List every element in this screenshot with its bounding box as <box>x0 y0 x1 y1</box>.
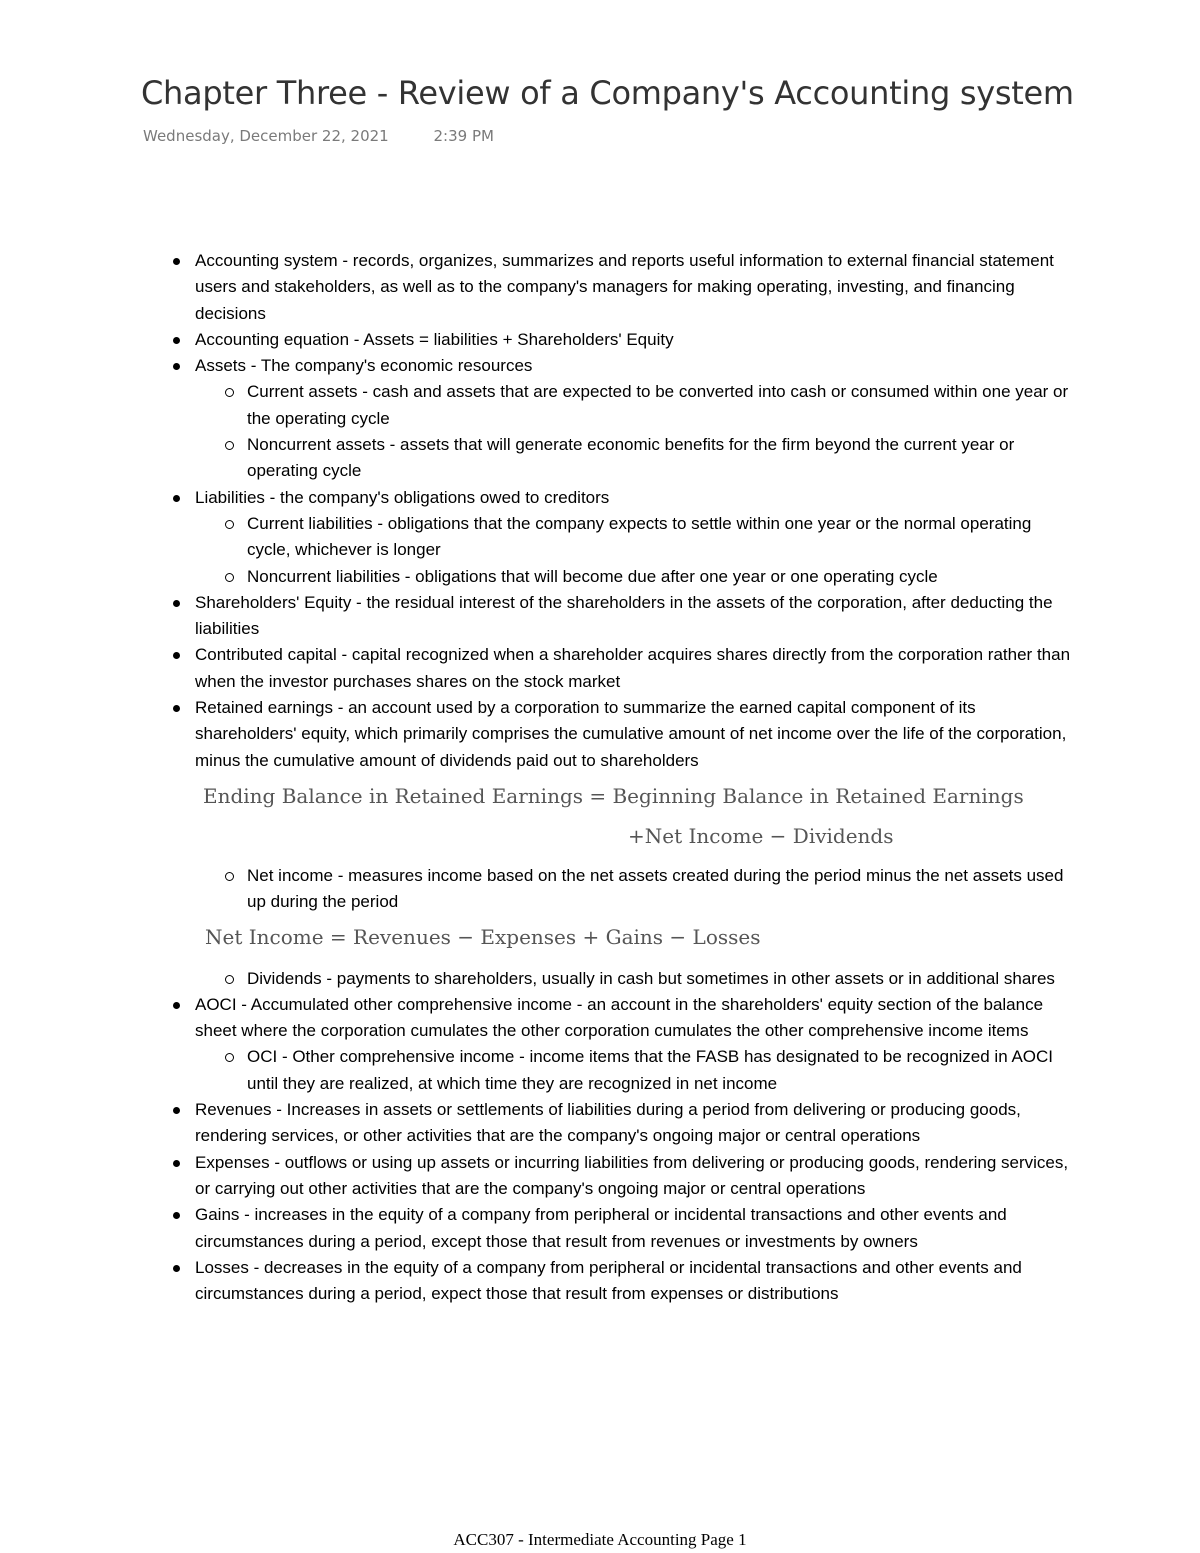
list-item-text: Accounting equation - Assets = liabilities + Shareholders' Equity <box>195 329 674 349</box>
hollow-bullet-icon <box>225 388 234 397</box>
list-item <box>195 590 1075 643</box>
page-date: Wednesday, December 22, 2021 <box>143 127 389 145</box>
list-item-text: Liabilities - the company's obligations owed to creditors <box>195 487 610 507</box>
list-item-text: Current assets - cash and assets that are expected to be converted into cash or consumed within one year or the operating cycle <box>247 382 1069 428</box>
list-item-text: Gains - increases in the equity of a company from peripheral or incidental transactions and other events and circumstances during a period, except those that result from revenues or investments by owners <box>195 1205 1007 1251</box>
list-item <box>195 1097 1075 1150</box>
filled-bullet-icon <box>173 363 180 370</box>
sub-list-item <box>247 379 1075 432</box>
list-item-text: OCI - Other comprehensive income - income items that the FASB has designated to be recognized in AOCI until they are realized, at which time they are recognized in net income <box>247 1047 1054 1093</box>
sub-list-item <box>247 966 1075 992</box>
filled-bullet-icon <box>173 1212 180 1219</box>
list-item <box>195 1255 1075 1308</box>
list-item-text: Assets - The company's economic resources <box>195 356 533 376</box>
page-title: Chapter Three - Review of a Company's Accounting system <box>141 74 1074 112</box>
list-item-text: AOCI - Accumulated other comprehensive income - an account in the shareholders' equity section of the balance sheet where the corporation cumulates the other corporation cumulates the other comprehensive income items <box>195 994 1044 1041</box>
filled-bullet-icon <box>173 1107 180 1114</box>
list-item-text: Dividends - payments to shareholders, usually in cash but sometimes in other assets or in additional shares <box>247 968 1055 988</box>
list-item-text: Retained earnings - an account used by a corporation to summarize the earned capital component of its shareholders' equity, which primarily comprises the cumulative amount of net income over the life of the corporation, minus the cumulative amount of dividends paid out to shareholders <box>195 698 1067 770</box>
list-item <box>195 695 1075 774</box>
sub-list-item <box>247 511 1075 564</box>
list-item-text: Current liabilities - obligations that the company expects to settle within one year or the normal operating cycle, whichever is longer <box>247 513 1032 560</box>
filled-bullet-icon <box>173 1002 180 1009</box>
filled-bullet-icon <box>173 337 180 344</box>
hollow-bullet-icon <box>225 573 234 582</box>
sub-list-item <box>247 432 1075 485</box>
filled-bullet-icon <box>173 495 180 502</box>
hollow-bullet-icon <box>225 441 234 450</box>
filled-bullet-icon <box>173 652 180 659</box>
page-footer: ACC307 - Intermediate Accounting Page 1 <box>453 1530 747 1549</box>
sub-list-item <box>247 1044 1075 1097</box>
list-item <box>195 1150 1075 1203</box>
list-item-text: Contributed capital - capital recognized when a shareholder acquires shares directly from the corporation rather than when the investor purchases shares on the stock market <box>195 645 1071 691</box>
list-item <box>195 992 1075 1045</box>
filled-bullet-icon <box>173 1160 180 1167</box>
list-item <box>195 485 1075 511</box>
retained-earnings-formula-line-1: Ending Balance in Retained Earnings = Beginning Balance in Retained Earnings <box>203 783 1024 808</box>
notes-list <box>195 248 1075 1307</box>
filled-bullet-icon <box>173 1265 180 1272</box>
page-time: 2:39 PM <box>433 127 494 145</box>
list-item <box>195 1202 1075 1255</box>
list-item-text: Net income - measures income based on the net assets created during the period minus the net assets used up during the period <box>247 865 1064 912</box>
filled-bullet-icon <box>173 600 180 607</box>
list-item-text: Shareholders' Equity - the residual interest of the shareholders in the assets of the corporation, after deducting the liabilities <box>195 592 1053 639</box>
list-item <box>195 642 1075 695</box>
filled-bullet-icon <box>173 258 180 265</box>
hollow-bullet-icon <box>225 872 234 881</box>
sub-list-item <box>247 863 1075 916</box>
hollow-bullet-icon <box>225 1053 234 1062</box>
hollow-bullet-icon <box>225 520 234 529</box>
page-timestamp <box>143 127 494 145</box>
retained-earnings-formula-line-2: +Net Income − Dividends <box>628 823 894 848</box>
sub-list-item <box>247 564 1075 590</box>
hollow-bullet-icon <box>225 975 234 984</box>
list-item-text: Accounting system - records, organizes, summarizes and reports useful information to external financial statement users and stakeholders, as well as to the company's managers for making operating, investing, and financing decisions <box>195 251 1054 323</box>
filled-bullet-icon <box>173 705 180 712</box>
net-income-formula: Net Income = Revenues − Expenses + Gains − Losses <box>205 924 761 949</box>
list-item-text: Expenses - outflows or using up assets or incurring liabilities from delivering or producing goods, rendering services, or carrying out other activities that are the company's ongoing major or central operations <box>195 1152 1069 1198</box>
list-item <box>195 327 1075 353</box>
list-item <box>195 353 1075 379</box>
list-item-text: Noncurrent liabilities - obligations that will become due after one year or one operating cycle <box>247 566 938 586</box>
list-item-text: Losses - decreases in the equity of a company from peripheral or incidental transactions and other events and circumstances during a period, expect those that result from expenses or distributions <box>195 1257 1022 1304</box>
list-item-text: Noncurrent assets - assets that will generate economic benefits for the firm beyond the current year or operating cycle <box>247 435 1015 481</box>
list-item <box>195 248 1075 327</box>
list-item-text: Revenues - Increases in assets or settlements of liabilities during a period from delivering or producing goods, rendering services, or other activities that are the company's ongoing major or central operations <box>195 1100 1021 1146</box>
